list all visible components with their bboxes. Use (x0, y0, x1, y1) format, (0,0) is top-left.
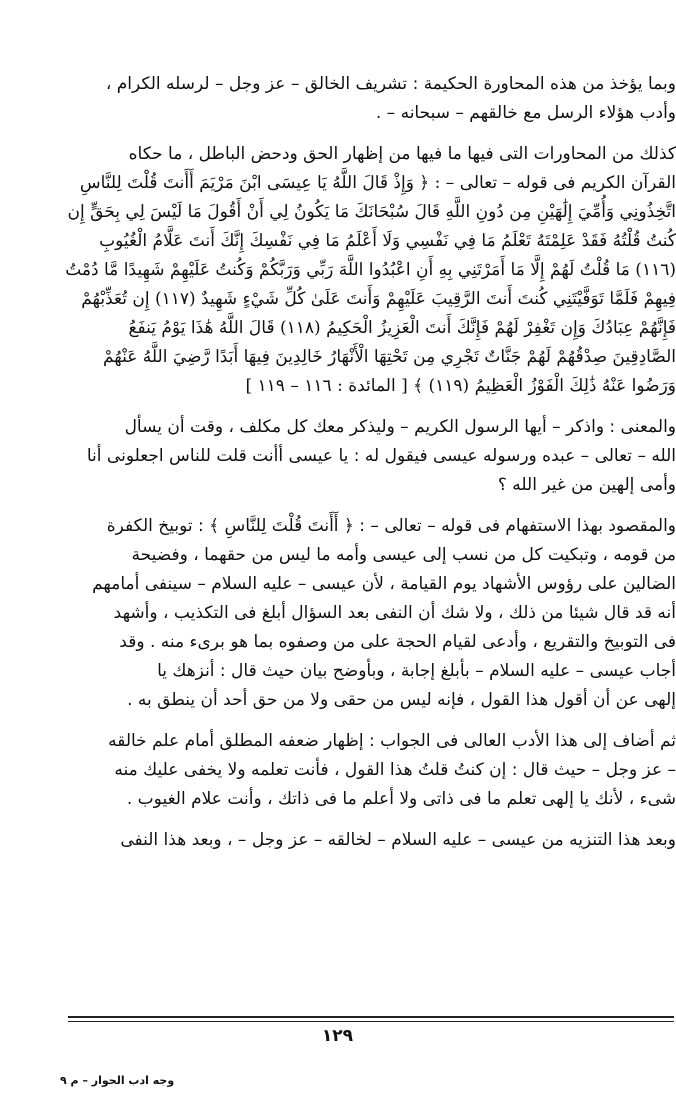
paragraph-quran-quote (58, 140, 676, 401)
verse-line: كُنتُ قُلْتُهُ فَقَدْ عَلِمْتَهُ تَعْلَمُ مَا فِي نَفْسِي وَلَا أَعْلَمُ مَا فِي نَفْسِكَ إِنَّكَ أَنتَ عَلَّامُ الْغُيُوبِ (99, 231, 676, 251)
paragraph-added (58, 727, 676, 814)
verse-line: الصَّادِقِينَ صِدْقُهُمْ لَهُمْ جَنَّاتٌ تَجْرِي مِن تَحْتِهَا الْأَنْهَارُ خَالِدِينَ فِيهَا أَبَدًا رَّضِيَ اللَّهُ عَنْهُمْ (102, 347, 676, 367)
page-body (58, 70, 676, 1100)
page-number: ١٢٩ (321, 1026, 354, 1046)
paragraph-intro (58, 70, 676, 128)
verse-line: وَرَضُوا عَنْهُ ذَٰلِكَ الْفَوْزُ الْعَظِيمُ (١١٩) ﴾ [ المائدة : ١١٦ – ١١٩ ] (245, 376, 676, 396)
verse-line: (١١٦) مَا قُلْتُ لَهُمْ إِلَّا مَا أَمَرْتَنِي بِهِ أَنِ اعْبُدُوا اللَّهَ رَبِّي وَرَبَّكُمْ وَكُنتُ عَلَيْهِمْ شَهِيدًا مَّا دُمْتُ (65, 260, 676, 280)
text-line: وبما يؤخذ من هذه المحاورة الحكيمة : تشريف الخالق – عز وجل – لرسله الكرام ، (105, 74, 676, 94)
footer-rule-thick (68, 1016, 674, 1018)
text-line: إلهى عن أن أقول هذا القول ، فإنه ليس من حقى ولا من حق أحد أن ينطق به . (127, 690, 676, 710)
text-line: ثم أضاف إلى هذا الأدب العالى فى الجواب : إظهار ضعفه المطلق أمام علم خالقه (108, 731, 676, 751)
verse-line: فِيهِمْ فَلَمَّا تَوَفَّيْتَنِي كُنتَ أَنتَ الرَّقِيبَ عَلَيْهِمْ وَأَنتَ عَلَىٰ كُلِّ شَيْءٍ شَهِيدٌ (١١٧) إِن تُعَذِّبْهُمْ (81, 289, 676, 309)
text-line: أنه قد قال شيئا من ذلك ، ولا شك أن النفى بعد السؤال أبلغ فى التكذيب ، وأشهد (113, 603, 676, 623)
text-line: وأدب هؤلاء الرسل مع خالقهم – سبحانه – . (375, 103, 676, 123)
footer-rule-thin (68, 1021, 674, 1022)
text-line: والمعنى : واذكر – أيها الرسول الكريم – وليذكر معك كل مكلف ، وقت أن يسأل (124, 417, 676, 437)
text-line: – عز وجل – حيث قال : إن كنتُ قلتُ هذا القول ، فأنت تعلمه ولا يخفى عليك منه (114, 760, 676, 780)
paragraph-meaning (58, 413, 676, 500)
verse-line: القرآن الكريم فى قوله – تعالى – : ﴿ وَإِذْ قَالَ اللَّهُ يَا عِيسَى ابْنَ مَرْيَمَ أَأَنتَ قُلْتَ لِلنَّاسِ (79, 173, 676, 193)
paragraph-purpose (58, 512, 676, 715)
footer-signature: وجه ادب الحوار – م ٩ (60, 1074, 175, 1087)
text-line: الله – تعالى – عبده ورسوله عيسى فيقول له : يا عيسى أأنت قلت للناس اجعلونى أنا (86, 446, 676, 466)
text-line: شىء ، لأنك يا إلهى تعلم ما فى ذاتى ولا أعلم ما فى ذاتك ، وأنت علام الغيوب . (126, 789, 676, 809)
text-line: وأمى إلهين من غير الله ؟ (497, 475, 676, 495)
text-line: والمقصود بهذا الاستفهام فى قوله – تعالى – : ﴿ أَأَنتَ قُلْتَ لِلنَّاسِ ﴾ : توبيخ الكفرة (106, 516, 676, 536)
text-line: أجاب عيسى – عليه السلام – بأبلغ إجابة ، وبأوضح بيان حيث قال : أنزهك يا (157, 661, 676, 681)
paragraph-last (58, 826, 676, 855)
text-line: الضالين على رؤوس الأشهاد يوم القيامة ، لأن عيسى – عليه السلام – سينفى أمامهم (92, 574, 676, 594)
text-line: فى التوبيخ والتقريع ، وأدعى لقيام الحجة على من وصفوه بما هو برىء منه . وقد (119, 632, 676, 652)
text-line: كذلك من المحاورات التى فيها ما فيها من إظهار الحق ودحض الباطل ، ما حكاه (128, 144, 676, 164)
text-line: من قومه ، وتبكيت كل من نسب إلى عيسى وأمه ما ليس من حقهما ، وفضيحة (131, 545, 676, 565)
verse-line: اتَّخِذُونِي وَأُمِّيَ إِلَٰهَيْنِ مِن دُونِ اللَّهِ قَالَ سُبْحَانَكَ مَا يَكُونُ لِي أَنْ أَقُولَ مَا لَيْسَ لِي بِحَقٍّ إِن (67, 202, 676, 222)
text-line: وبعد هذا التنزيه من عيسى – عليه السلام – لخالقه – عز وجل – ، وبعد هذا النفى (120, 830, 676, 850)
verse-line: فَإِنَّهُمْ عِبَادُكَ وَإِن تَغْفِرْ لَهُمْ فَإِنَّكَ أَنتَ الْعَزِيزُ الْحَكِيمُ (١١٨) قَالَ اللَّهُ هَٰذَا يَوْمُ يَنفَعُ (128, 318, 676, 338)
